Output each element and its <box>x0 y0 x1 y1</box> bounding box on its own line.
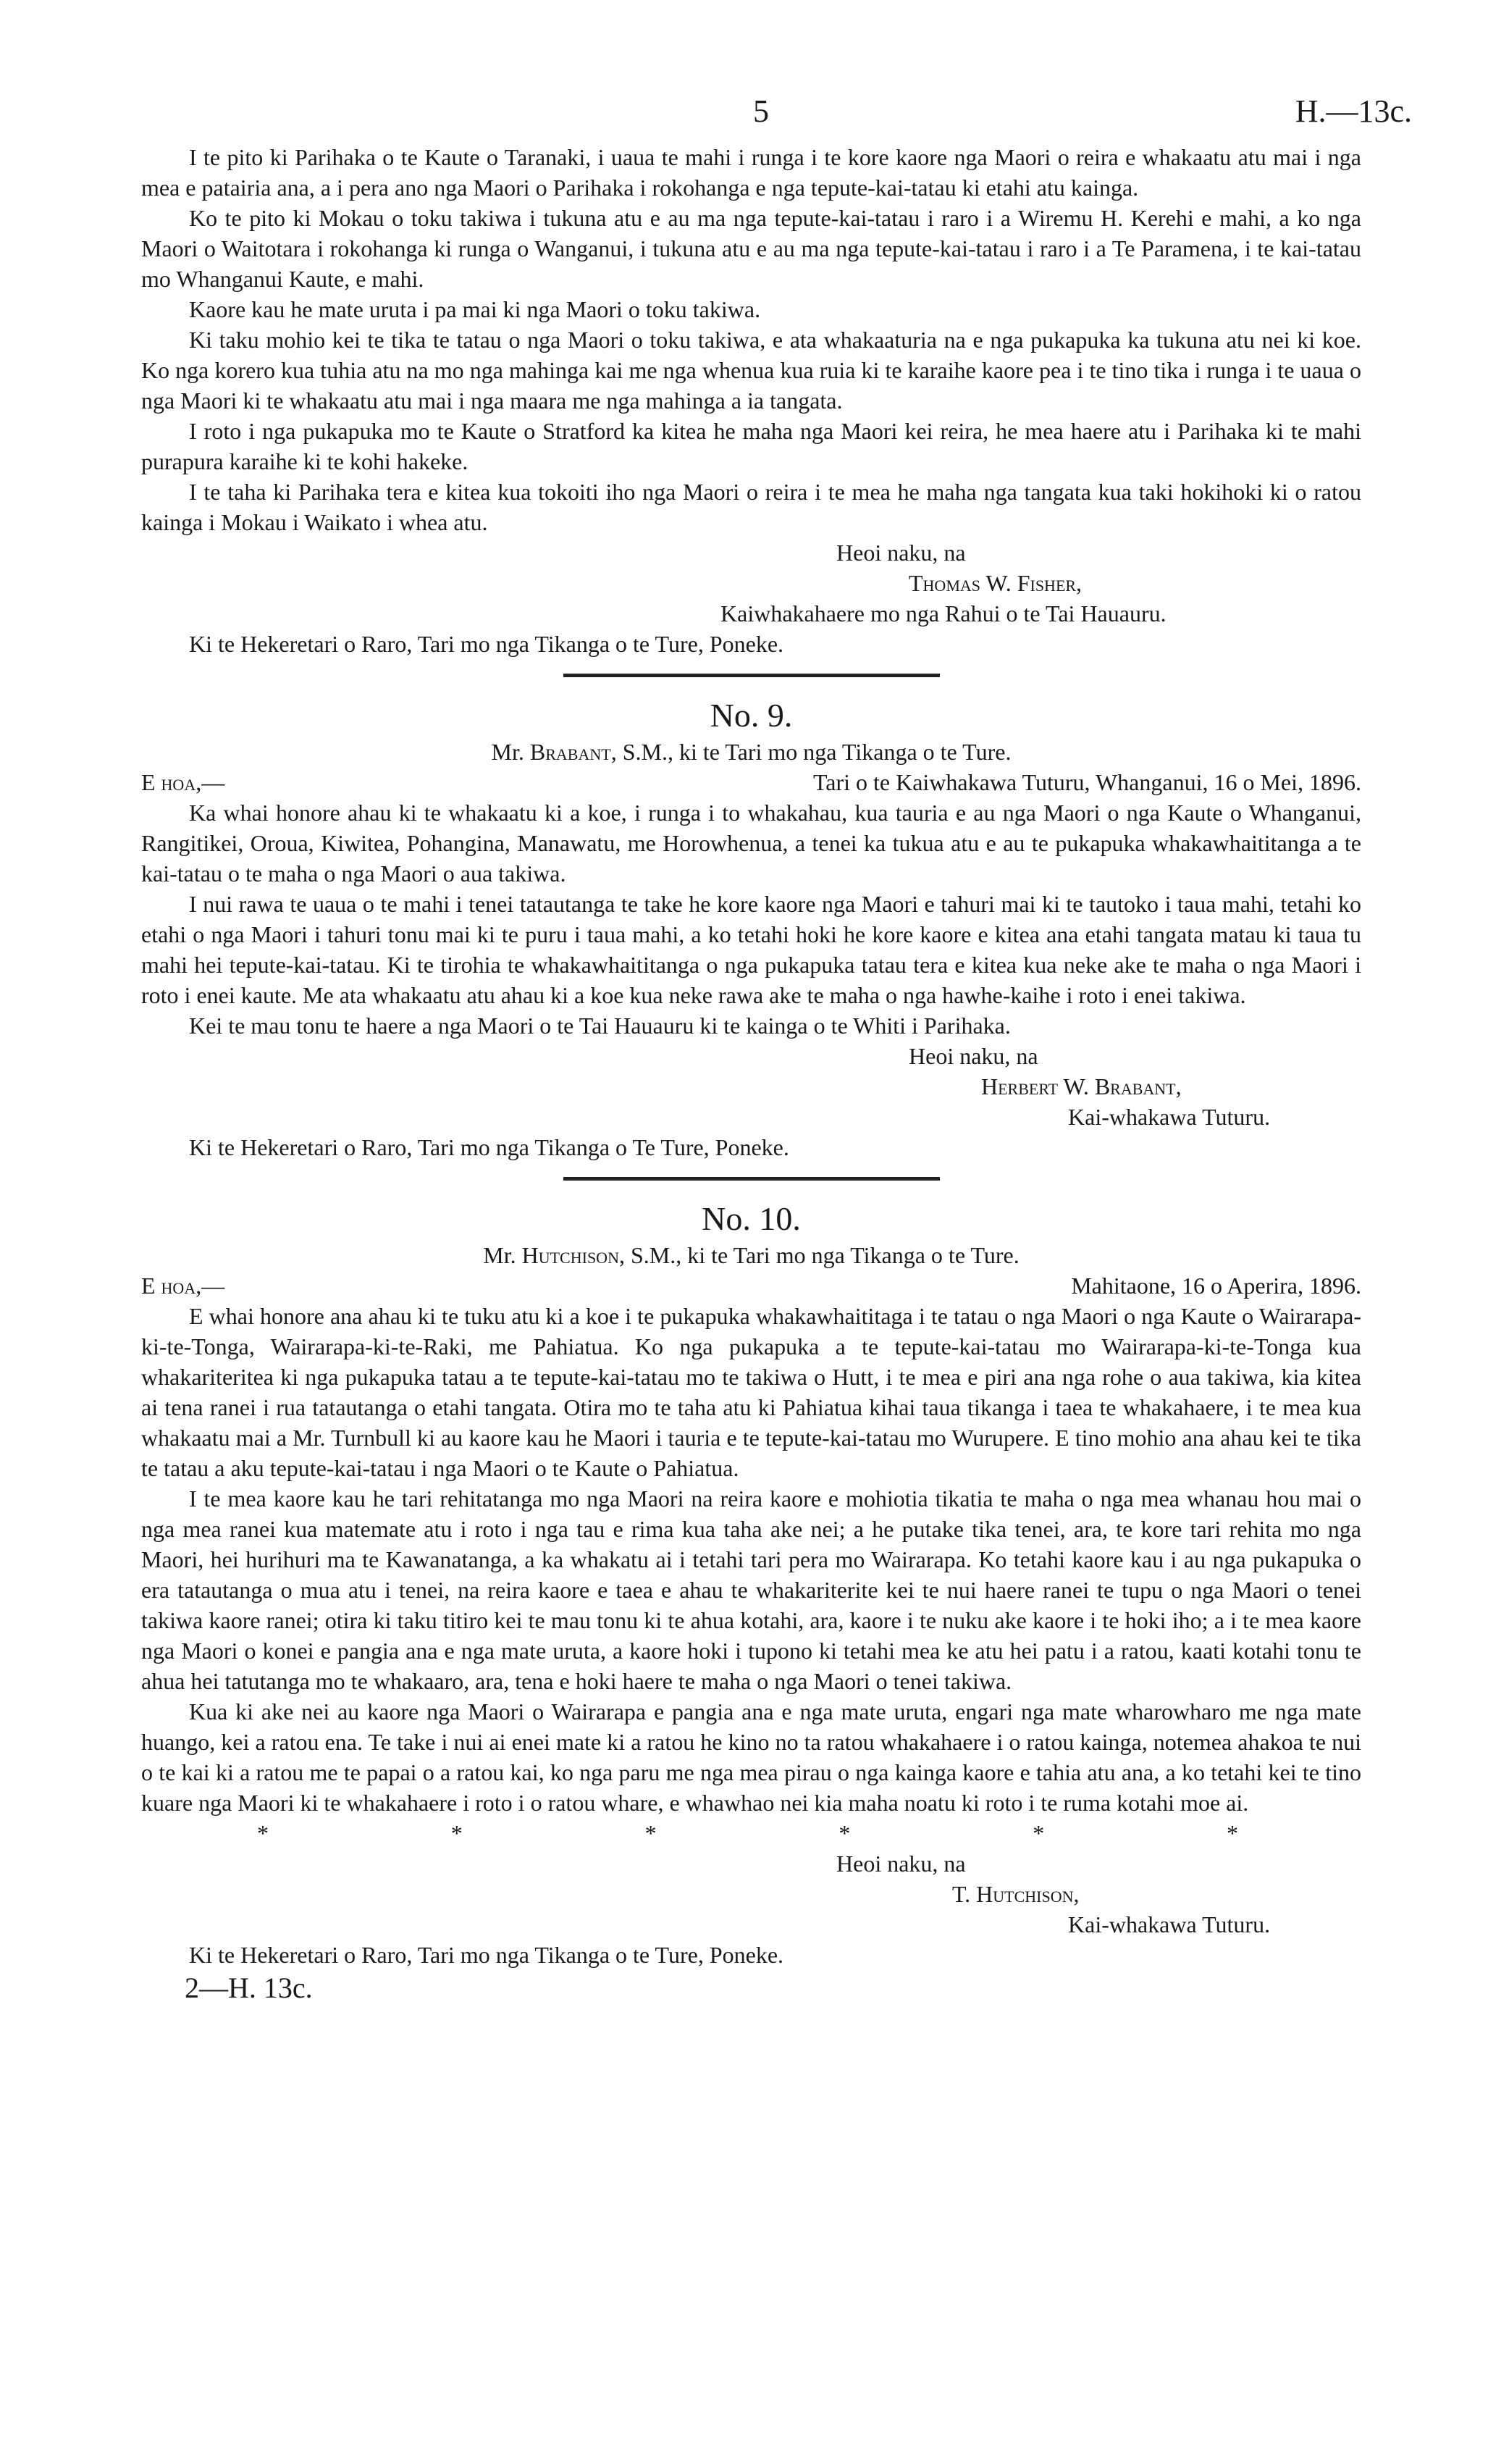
salutation: E hoa,— <box>141 1273 225 1299</box>
dateline: Mahitaone, 16 o Aperira, 1896. <box>1071 1273 1361 1299</box>
star: * <box>1226 1820 1238 1846</box>
heading-prefix: Mr. <box>483 1242 522 1268</box>
paragraph: Kua ki ake nei au kaore nga Maori o Wairarapa e pangia ana e nga mate uruta, engari nga mate wharowharo me nga mate huango, kei a ratou ena. Te take i nui ai enei mate ki a ratou he kino no ta ratou whakahaere i o ratou kainga, notemea ahakoa te nui o te kai ki a ratou me te papai o a ratou kai, ko nga paru me nga mea pirau o nga kainga kaore e tahia atu ana, a ko tetahi kei te tino kuare nga Maori ki te whakahaere i roto i o ratou whare, e whawhao nei kia maha noatu ki roto i te ruma kotahi moe ai. <box>141 1698 1361 1816</box>
star: * <box>1033 1820 1045 1846</box>
dateline: Tari o te Kaiwhakawa Tuturu, Whanganui, 16 o Mei, 1896. <box>812 769 1361 795</box>
letter-number: No. 10. <box>702 1200 801 1237</box>
letter-heading <box>141 737 1361 767</box>
addressee: Ki te Hekeretari o Raro, Tari mo nga Tikanga o te Ture, Poneke. <box>189 1942 784 1968</box>
section-divider <box>563 1177 940 1181</box>
paragraph: Ko te pito ki Mokau o toku takiwa i tukuna atu e au ma nga tepute-kai-tatau i raro i a Wiremu H. Kerehi e mahi, a ko nga Maori o Waitotara i rokohanga ki runga o Wanganui, i tukuna atu e au ma nga tepute-kai-tatau i raro i a Te Paramena, i te kai-tatau mo Whanganui Kaute, e mahi. <box>141 205 1361 292</box>
heading-prefix: Mr. <box>491 739 530 765</box>
signer-name: Thomas W. Fisher, <box>909 570 1083 596</box>
page-number: 5 <box>753 93 769 129</box>
signer-title: Kai-whakawa Tuturu. <box>1068 1911 1271 1937</box>
heading-suffix: , S.M., ki te Tari mo nga Tikanga o te Ture. <box>610 739 1012 765</box>
closing: Heoi naku, na <box>909 1043 1038 1069</box>
salutation: E hoa,— <box>141 769 225 795</box>
signature-mark: 2—H. 13c. <box>185 1971 313 2004</box>
heading-name: Brabant <box>529 739 611 765</box>
paragraph: I te taha ki Parihaka tera e kitea kua tokoiti iho nga Maori o reira i te mea he maha nga tangata kua taki hokihoki ki o ratou kainga i Mokau i Waikato i whea atu. <box>141 479 1361 535</box>
salutation-row <box>141 1270 1361 1301</box>
addressee: Ki te Hekeretari o Raro, Tari mo nga Tikanga o te Ture, Poneke. <box>189 631 784 657</box>
paragraph: Ka whai honore ahau ki te whakaatu ki a koe, i runga i to whakahau, kua tauria e au nga Maori o nga Kaute o Whanganui, Rangitikei, Oroua, Kiwitea, Pohangina, Manawatu, me Horowhenua, a tenei ka tukua atu e au te pukapuka whakawhaititanga a te kai-tatau o te maha o nga Maori o aua takiwa. <box>141 800 1361 887</box>
star: * <box>257 1820 269 1846</box>
star: * <box>450 1820 463 1846</box>
closing: Heoi naku, na <box>836 540 966 566</box>
star: * <box>838 1820 851 1846</box>
addressee: Ki te Hekeretari o Raro, Tari mo nga Tikanga o Te Ture, Poneke. <box>189 1134 789 1160</box>
letter-heading <box>141 1240 1361 1270</box>
omission-stars <box>141 1818 1361 1848</box>
paragraph: I te pito ki Parihaka o te Kaute o Taranaki, i uaua te mahi i runga i te kore kaore nga Maori o reira e whakaatu atu mai i nga mea e patairia ana, a i pera ano nga Maori o Parihaka i rokohanga e nga tepute-kai-tatau ki etahi atu kainga. <box>141 144 1361 201</box>
letter-9-section <box>141 695 1361 1162</box>
paragraph: Kei te mau tonu te haere a nga Maori o te Tai Hauauru ki te kainga o te Whiti i Parihaka. <box>189 1013 1011 1039</box>
salutation-row <box>141 767 1361 797</box>
paragraph: I te mea kaore kau he tari rehitatanga mo nga Maori na reira kaore e mohiotia tikatia te maha o nga mea whanau hou mai o nga mea ranei kua matemate atu i roto i nga tau e rima kua taha ake nei; a he putake tika tenei, ara, te kore tari rehita mo nga Maori, hei hurihuri ma te Kawanatanga, a ka whakatu ai i tetahi tari pera mo Wairarapa. Ko tetahi kaore kau i au nga pukapuka o era tatautanga o mua atu i tenei, na reira kaore e taea e ahau te whakariterite kei te nui haere ranei te tupu o nga Maori o tenei takiwa kaore ranei; otira ki taku titiro kei te mau tonu ki te ahua kotahi, ara, kaore i te nuku ake kaore i te hoki iho; a i te mea kaore nga Maori o konei e pangia ana e nga mate uruta, a kaore hoki i tupono ki tetahi mea ke atu hei patu i a ratou, kaati kotahi tonu te ahua hei tatutanga mo te whakaaro, ara, tena e hoki haere te maha o nga Maori o tenei takiwa. <box>141 1485 1361 1694</box>
paragraph: Kaore kau he mate uruta i pa mai ki nga Maori o toku takiwa. <box>189 296 761 322</box>
heading-name: Hutchison <box>521 1242 619 1268</box>
paragraph: Ki taku mohio kei te tika te tatau o nga Maori o toku takiwa, e ata whakaaturia na e nga pukapuka ka tukuna atu nei ki koe. Ko nga korero kua tuhia atu na mo nga mahinga kai me nga whenua kua ruia ki te karaihe kaore pea i te tino tika i runga i te uaua o nga Maori ki te whakaatu atu mai i nga maara me nga mahinga a ia tangata. <box>141 327 1361 414</box>
star: * <box>644 1820 657 1846</box>
closing: Heoi naku, na <box>836 1851 966 1877</box>
signer-title: Kaiwhakahaere mo nga Rahui o te Tai Hauauru. <box>720 600 1167 627</box>
signer-name: T. Hutchison, <box>952 1881 1080 1907</box>
body-column <box>141 142 1361 2003</box>
signer-name: Herbert W. Brabant, <box>981 1073 1182 1099</box>
section-divider <box>563 674 940 677</box>
paragraph: I nui rawa te uaua o te mahi i tenei tatautanga te take he kore kaore nga Maori e tahuri mai ki te tautoko i taua mahi, tetahi ko etahi o nga Maori i tahuri tonu mai ki te puru i taua mahi, a ko tetahi hoki he kore kaore e kitea ana etahi tangata matau ki taua tu mahi hei tepute-kai-tatau. Ki te tirohia te whakawhaititanga o nga pukapuka tatau tera e kitea kua neke ake te maha o nga Maori i roto i enei kaute. Me ata whakaatu atu ahau ki a koe kua neke rawa ake te maha o nga hawhe-kaihe i roto i enei takiwa. <box>141 891 1361 1008</box>
signer-title: Kai-whakawa Tuturu. <box>1068 1104 1271 1130</box>
paragraph: E whai honore ana ahau ki te tuku atu ki a koe i te pukapuka whakawhaititaga i te tatau o nga Maori o nga Kaute o Wairarapa-ki-te-Tonga, Wairarapa-ki-te-Raki, me Pahiatua. Ko nga pukapuka a te tepute-kai-tatau mo Wairarapa-ki-te-Tonga kua whakariteritea ki nga pukapuka tatau a te tepute-kai-tatau mo te takiwa o Hutt, i te mea e piri ana nga rohe o aua takiwa, kia kitea ai tena ranei i rua tatautanga o etahi tangata. Otira mo te taha atu ki Pahiatua kihai taua tikanga i taea te whakahaere, i te mea kua whakaatu mai a Mr. Turnbull ki au kaore kau he Maori i tauria e te tepute-kai-tatau mo Wurupere. E tino mohio ana ahau kei te tika te tatau a aku tepute-kai-tatau i nga Maori o te Kaute o Pahiatua. <box>141 1303 1361 1481</box>
letter-number: No. 9. <box>710 697 793 734</box>
page-header <box>0 93 1488 136</box>
paragraph: I roto i nga pukapuka mo te Kaute o Stratford ka kitea he maha nga Maori kei reira, he mea haere atu i Parihaka ki te mahi purapura karaihe ki te kohi hakeke. <box>141 418 1361 474</box>
letter-8-section <box>141 142 1361 659</box>
letter-10-section <box>141 1198 1361 1970</box>
paper-reference: H.—13c. <box>1295 93 1412 129</box>
heading-suffix: , S.M., ki te Tari mo nga Tikanga o te Ture. <box>618 1242 1020 1268</box>
